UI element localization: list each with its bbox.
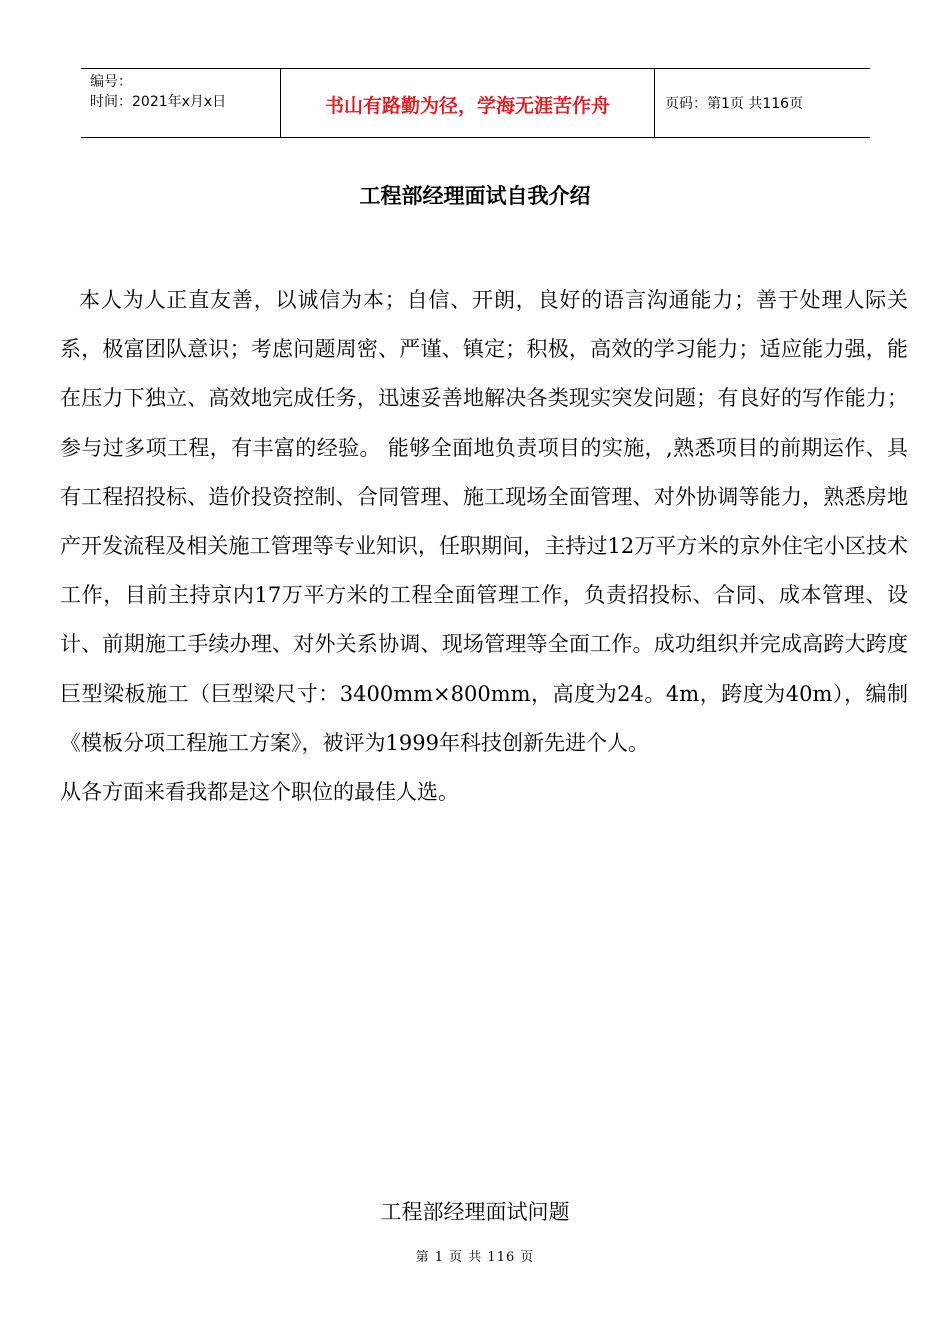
document-title: 工程部经理面试自我介绍 bbox=[359, 184, 591, 208]
document-date-label: 时间：2021年x月x日 bbox=[90, 94, 227, 110]
page-footer: 第 1 页 共 116 页 bbox=[415, 1250, 535, 1265]
header-meta-cell bbox=[81, 69, 281, 137]
header-page-info: 页码：第1页 共116页 bbox=[665, 96, 804, 112]
document-body bbox=[60, 276, 908, 817]
header-motto: 书山有路勤为径，学海无涯苦作舟 bbox=[281, 69, 655, 137]
body-paragraph: 从各方面来看我都是这个职位的最佳人选。 bbox=[60, 780, 459, 805]
document-number-label: 编号： bbox=[90, 74, 132, 90]
page-header bbox=[81, 68, 870, 138]
section-title: 工程部经理面试问题 bbox=[380, 1200, 570, 1224]
body-paragraph: 本人为人正直友善，以诚信为本；自信、开朗，良好的语言沟通能力；善于处理人际关系，极富团队意识；考虑问题周密、严谨、镇定；积极，高效的学习能力；适应能力强，能在压力下独立、高效地完成任务，迅速妥善地解决各类现实突发问题；有良好的写作能力；参与过多项工程，有丰富的经验。 能够全面地负责项目的实施，,熟悉项目的前期运作、具有工程招投标、造价投资控制、合同管理、施工现场全面管理、对外协调等能力，熟悉房地产开发流程及相关施工管理等专业知识，任职期间，主持过12万平方米的京外住宅小区技术工作，目前主持京内17万平方米的工程全面管理工作，负责招投标、合同、成本管理、设计、前期施工手续办理、对外关系协调、现场管理等全面工作。成功组织并完成高跨大跨度巨型梁板施工（巨型梁尺寸：3400mm×800mm，高度为24。4m，跨度为40m），编制《模板分项工程施工方案》，被评为1999年科技创新先进个人。 bbox=[60, 288, 908, 755]
